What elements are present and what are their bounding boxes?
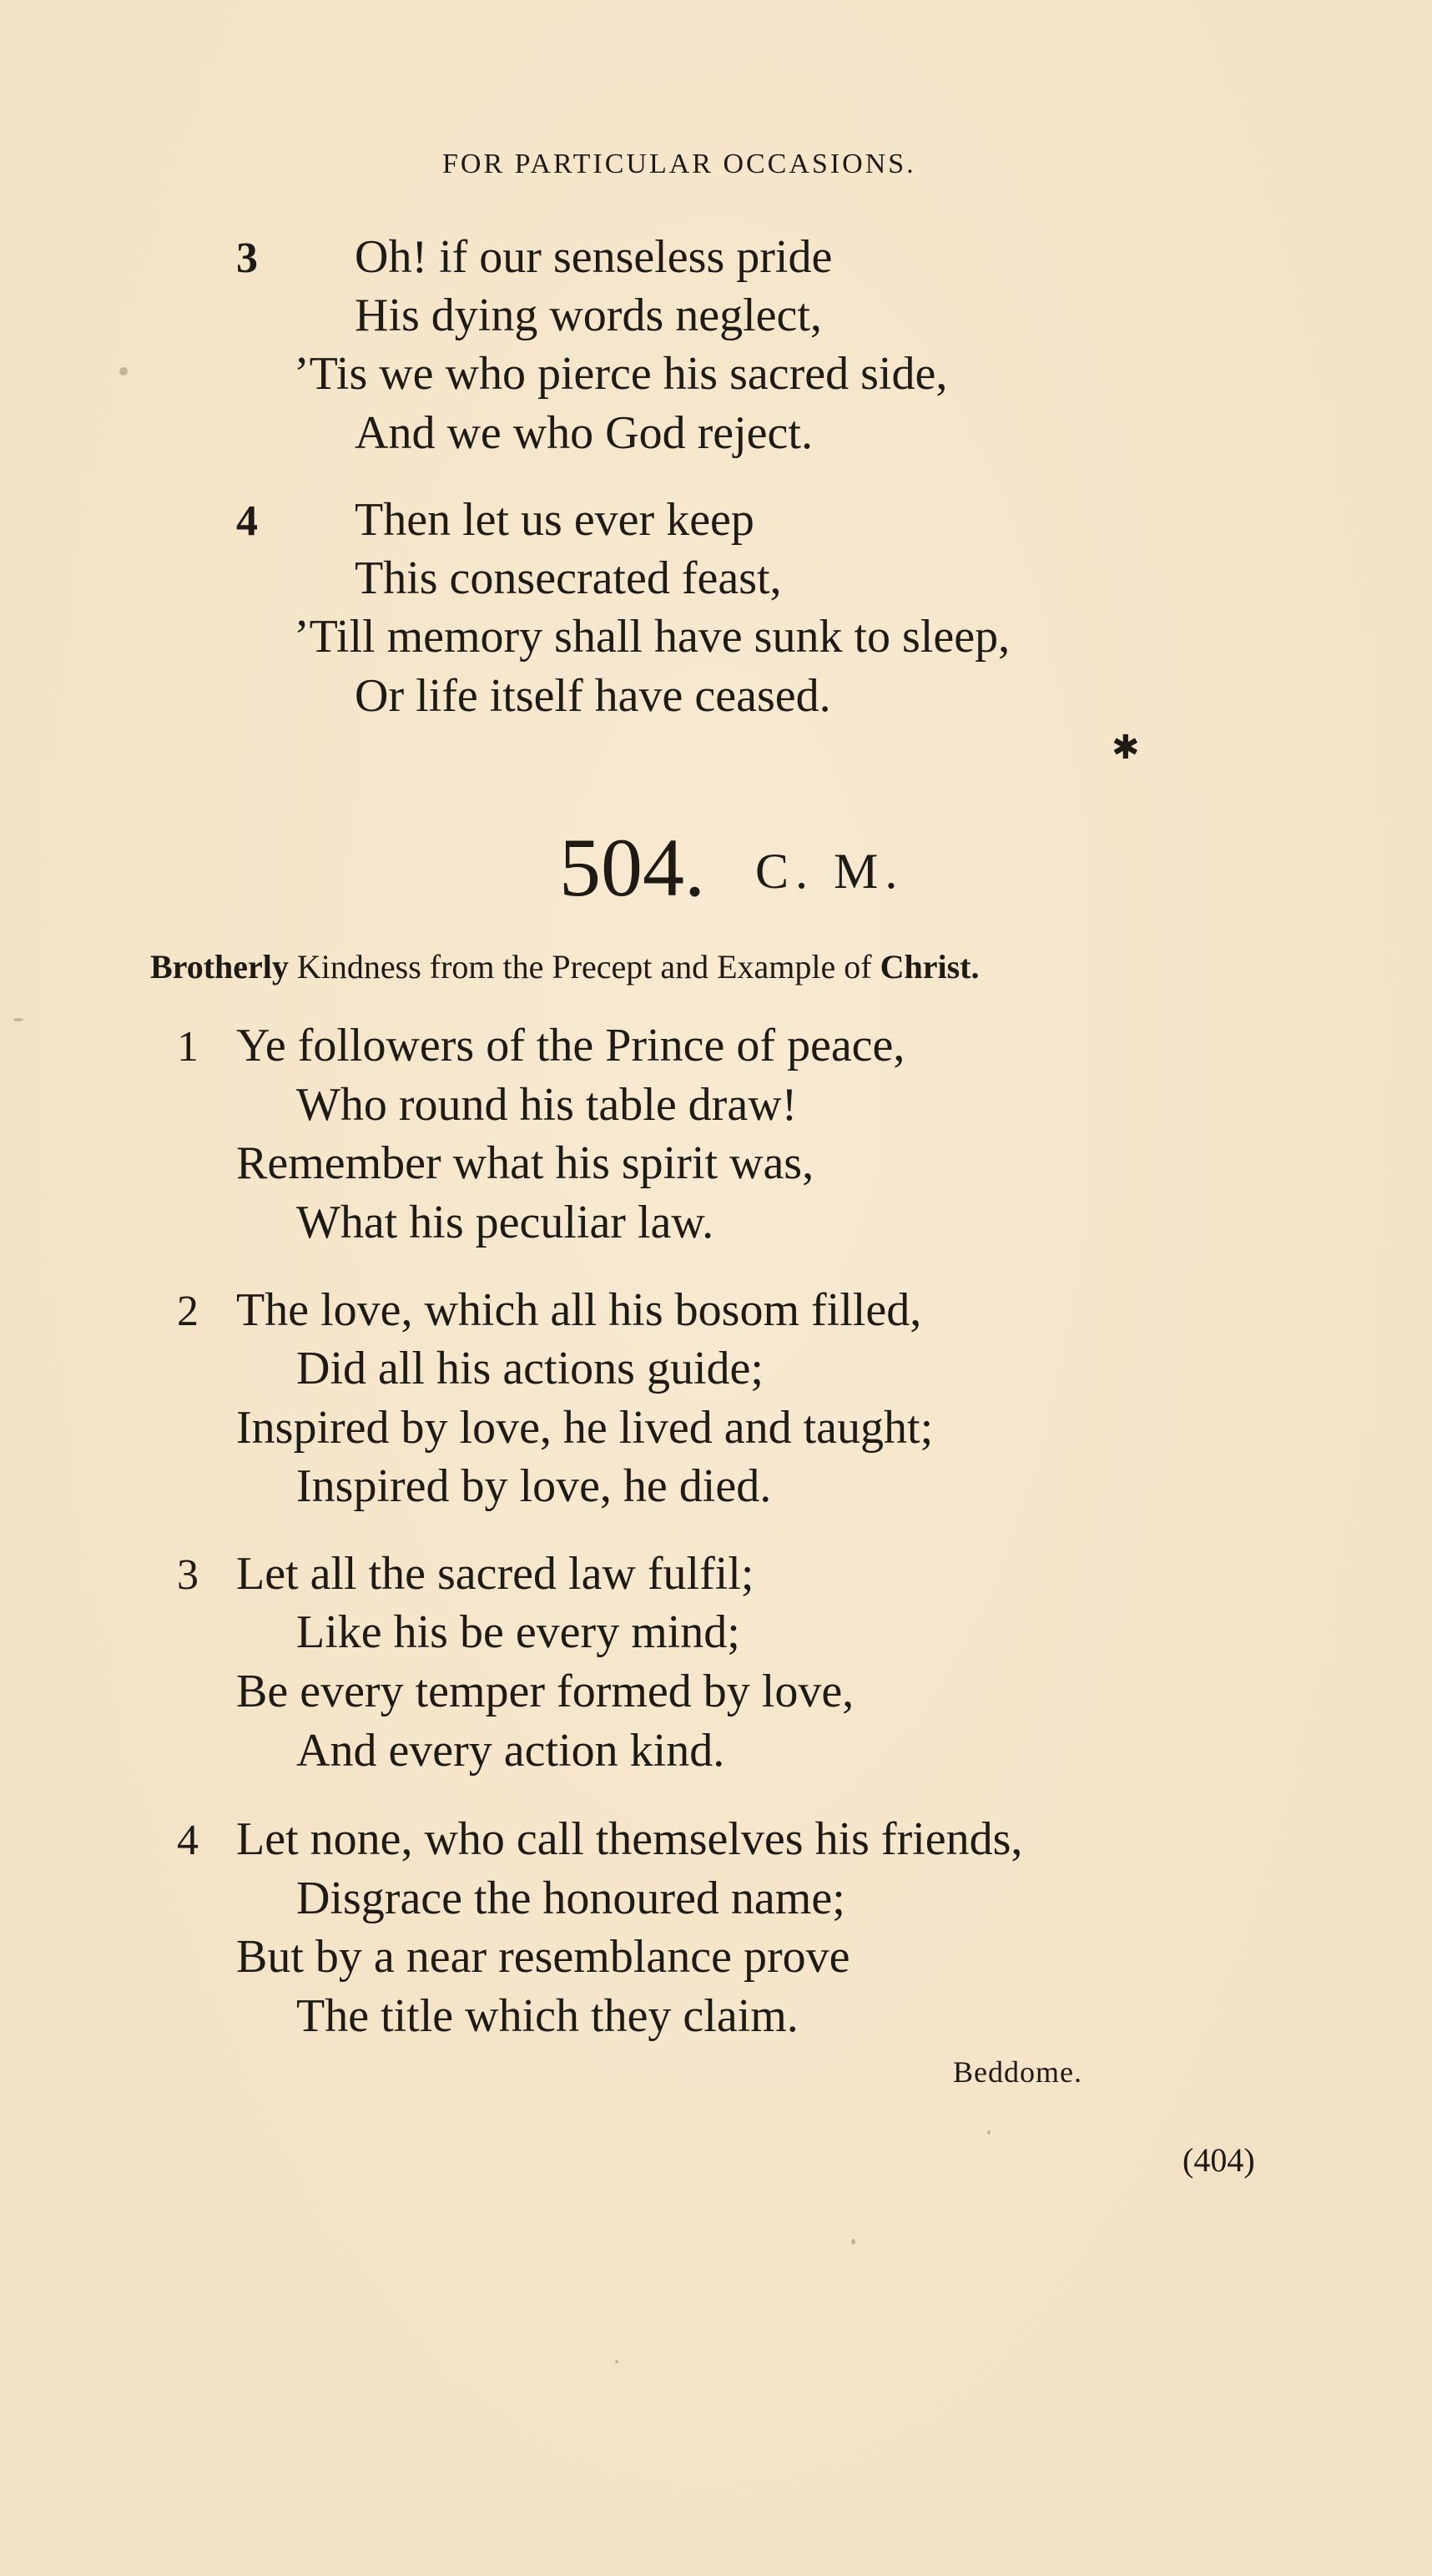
hymn-author: Beddome. — [953, 2055, 1082, 2089]
page-number: (404) — [1182, 2141, 1255, 2179]
hymn-title-part: Brotherly — [150, 948, 289, 986]
verse-line: Did all his actions guide; — [296, 1343, 764, 1394]
verse-number: 4 — [177, 1817, 199, 1864]
verse-line: But by a near resemblance prove — [236, 1931, 850, 1983]
hymn-title-part: Christ. — [880, 948, 980, 986]
verse-number: 2 — [177, 1288, 199, 1335]
verse-line: And every action kind. — [296, 1725, 725, 1777]
hymn-title — [150, 947, 980, 986]
verse-line: Then let us ever keep — [355, 494, 754, 546]
verse-line: Let all the sacred law fulfil; — [236, 1548, 754, 1600]
verse-line: Who round his table draw! — [296, 1079, 798, 1131]
verse-line: This consecrated feast, — [355, 552, 782, 604]
verse-line: The love, which all his bosom filled, — [236, 1284, 922, 1336]
verse-line: Be every temper formed by love, — [236, 1666, 855, 1717]
verse-line: ’Tis we who pierce his sacred side, — [294, 348, 948, 400]
verse-line: Let none, who call themselves his friends, — [236, 1813, 1023, 1865]
running-head: FOR PARTICULAR OCCASIONS. — [442, 149, 916, 179]
asterisk-ornament-icon: ✱ — [1112, 728, 1140, 767]
paper-speck — [13, 1018, 23, 1021]
verse-line: Inspired by love, he died. — [296, 1460, 772, 1512]
verse-line: ’Till memory shall have sunk to sleep, — [294, 611, 1011, 663]
verse-line: Disgrace the honoured name; — [296, 1873, 845, 1924]
hymn-number: 504. — [559, 821, 705, 914]
verse-line: The title which they claim. — [296, 1990, 799, 2042]
verse-line: Remember what his spirit was, — [236, 1137, 814, 1189]
verse-number: 3 — [177, 1551, 199, 1599]
verse-line: And we who God reject. — [355, 407, 813, 459]
hymn-meter: C. M. — [755, 844, 905, 899]
verse-line: What his peculiar law. — [296, 1197, 714, 1248]
verse-line: His dying words neglect, — [355, 290, 822, 341]
verse-number: 3 — [236, 234, 258, 282]
verse-line: Ye followers of the Prince of peace, — [236, 1020, 905, 1071]
paper-speck — [851, 2239, 855, 2245]
paper-speck — [119, 367, 128, 376]
paper-speck — [615, 2360, 618, 2363]
verse-line: Like his be every mind; — [296, 1606, 740, 1658]
verse-line: Oh! if our senseless pride — [355, 231, 833, 283]
verse-line: Inspired by love, he lived and taught; — [236, 1402, 934, 1454]
verse-number: 4 — [236, 497, 258, 545]
verse-number: 1 — [177, 1023, 199, 1071]
hymn-title-part: Kindness from the Precept and Example of — [288, 948, 880, 986]
paper-speck — [987, 2130, 991, 2135]
verse-line: Or life itself have ceased. — [355, 670, 831, 722]
